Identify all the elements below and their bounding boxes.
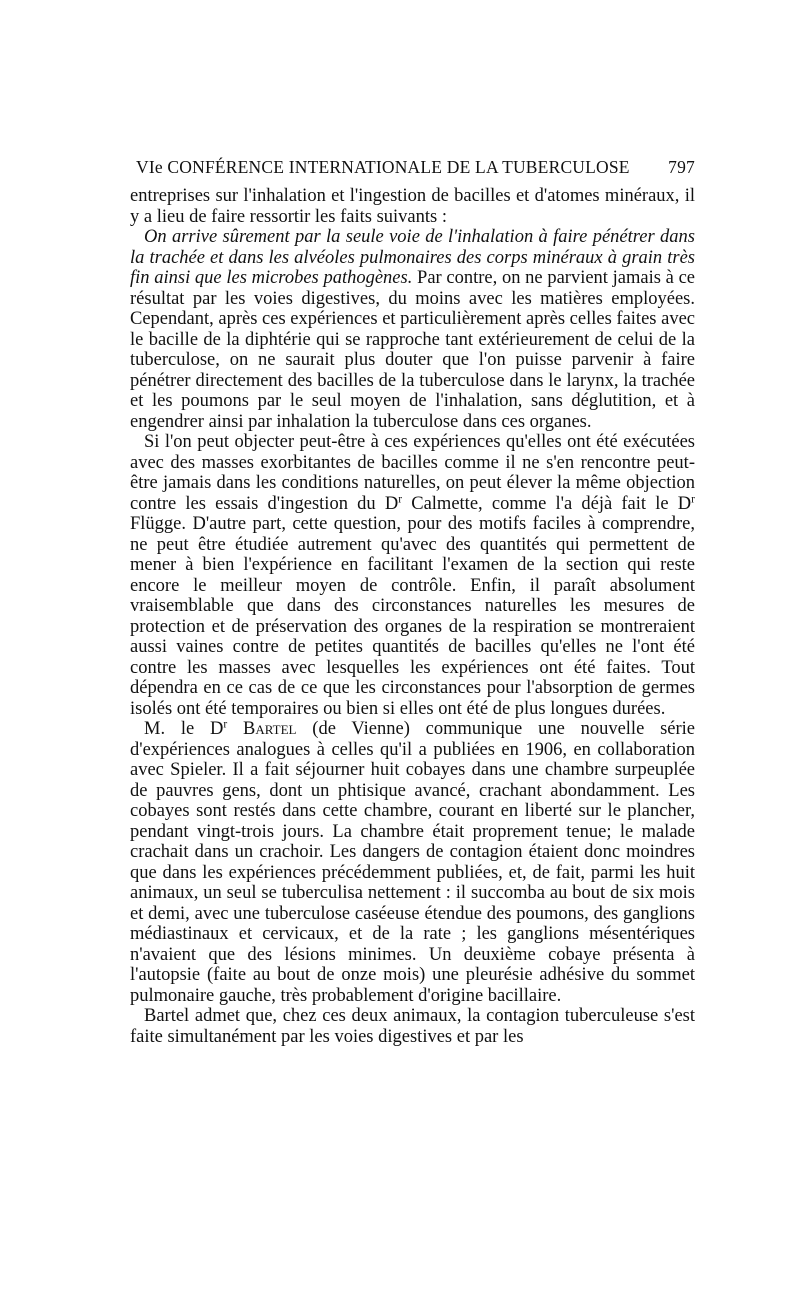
paragraph-3-part-3: Flügge. D'autre part, cette question, pour des motifs faciles à comprendre, ne peut être étudiée autrement qu'avec des quantités qui permettent de mener à bien l'expérience en facilitant l'examen de la section qui reste encore le meilleur moyen de contrôle. Enfin, il paraît absolument vraisemblable que dans des circonstances naturelles les mesures de protection et de préservation des organes de la respiration se montreraient aussi vaines contre de petites quantités de bacilles qu'elles ne l'ont été contre les masses avec lesquelles les expériences ont été faites. Tout dépendra en ce cas de ce que les circonstances pour l'absorption de germes isolés ont été temporaires ou bien si elles ont été de plus longues durées.: [130, 514, 695, 719]
page: [130, 157, 695, 1047]
page-number: 797: [668, 157, 695, 177]
running-title: VIe CONFÉRENCE INTERNATIONALE DE LA TUBERCULOSE: [136, 157, 630, 177]
paragraph-5: Bartel admet que, chez ces deux animaux, la contagion tuberculeuse s'est faite simultanément par les voies digestives et par les: [130, 1006, 695, 1047]
superscript-r: r: [398, 493, 403, 506]
paragraph-4: [130, 719, 695, 1006]
superscript-r: r: [223, 718, 228, 731]
italic-conclusion: On arrive sûrement par la seule voie de l'inhalation à faire pénétrer dans la trachée et dans les alvéoles pulmonaires des corps minéraux à grain très fin ainsi que les microbes pathogènes.: [130, 227, 695, 288]
paragraph-3-part-2: Calmette, comme l'a déjà fait le D: [402, 493, 692, 514]
paragraph-1: entreprises sur l'inhalation et l'ingestion de bacilles et d'atomes minéraux, il y a lieu de faire ressortir les faits suivants :: [130, 186, 695, 227]
superscript-r: r: [691, 493, 695, 506]
paragraph-3: [130, 432, 695, 719]
author-name: Bartel: [243, 719, 297, 739]
paragraph-3-part-1: Si l'on peut objecter peut-être à ces expériences qu'elles ont été exécutées avec des masses exorbitantes de bacilles comme il ne s'en rencontre peut-être jamais dans les conditions naturelles, on peut élever la même objection contre les essais d'ingestion du D: [130, 432, 695, 514]
paragraph-2: [130, 227, 695, 432]
paragraph-2-rest: Par contre, on ne parvient jamais à ce résultat par les voies digestives, du moins avec les matières employées. Cependant, après ces expériences et particulièrement après celles faites avec le bacille de la diphtérie qui se rapproche tant extérieurement de celui de la tuberculose, on ne saurait plus douter que l'on puisse parvenir à faire pénétrer directement des bacilles de la tuberculose dans le larynx, la trachée et les poumons par le seul moyen de l'inhalation, sans déglutition, et à engendrer ainsi par inhalation la tuberculose dans ces organes.: [130, 268, 695, 432]
body-text: [130, 186, 695, 1047]
paragraph-4-lead: M. le D: [144, 719, 224, 739]
running-header: [130, 157, 695, 178]
paragraph-4-rest: (de Vienne) communique une nouvelle série d'expériences analogues à celles qu'il a publiées en 1906, en collaboration avec Spieler. Il a fait séjourner huit cobayes dans une chambre surpeuplée de pauvres gens, dont un phtisique avancé, crachant abondamment. Les cobayes sont restés dans cette chambre, courant en liberté sur le plancher, pendant vingt-trois jours. La chambre était proprement tenue; le malade crachait dans un crachoir. Les dangers de contagion étaient donc moindres que dans les expériences précédemment publiées, et, de fait, parmi les huit animaux, un seul se tuberculisa nettement : il succomba au bout de six mois et demi, avec une tuberculose caséeuse étendue des poumons, des ganglions médiastinaux et cervicaux, et de la rate ; les ganglions mésentériques n'avaient que des lésions minimes. Un deuxième cobaye présenta à l'autopsie (faite au bout de onze mois) une pleurésie adhésive du sommet pulmonaire gauche, très probablement d'origine bacillaire.: [130, 719, 696, 1006]
